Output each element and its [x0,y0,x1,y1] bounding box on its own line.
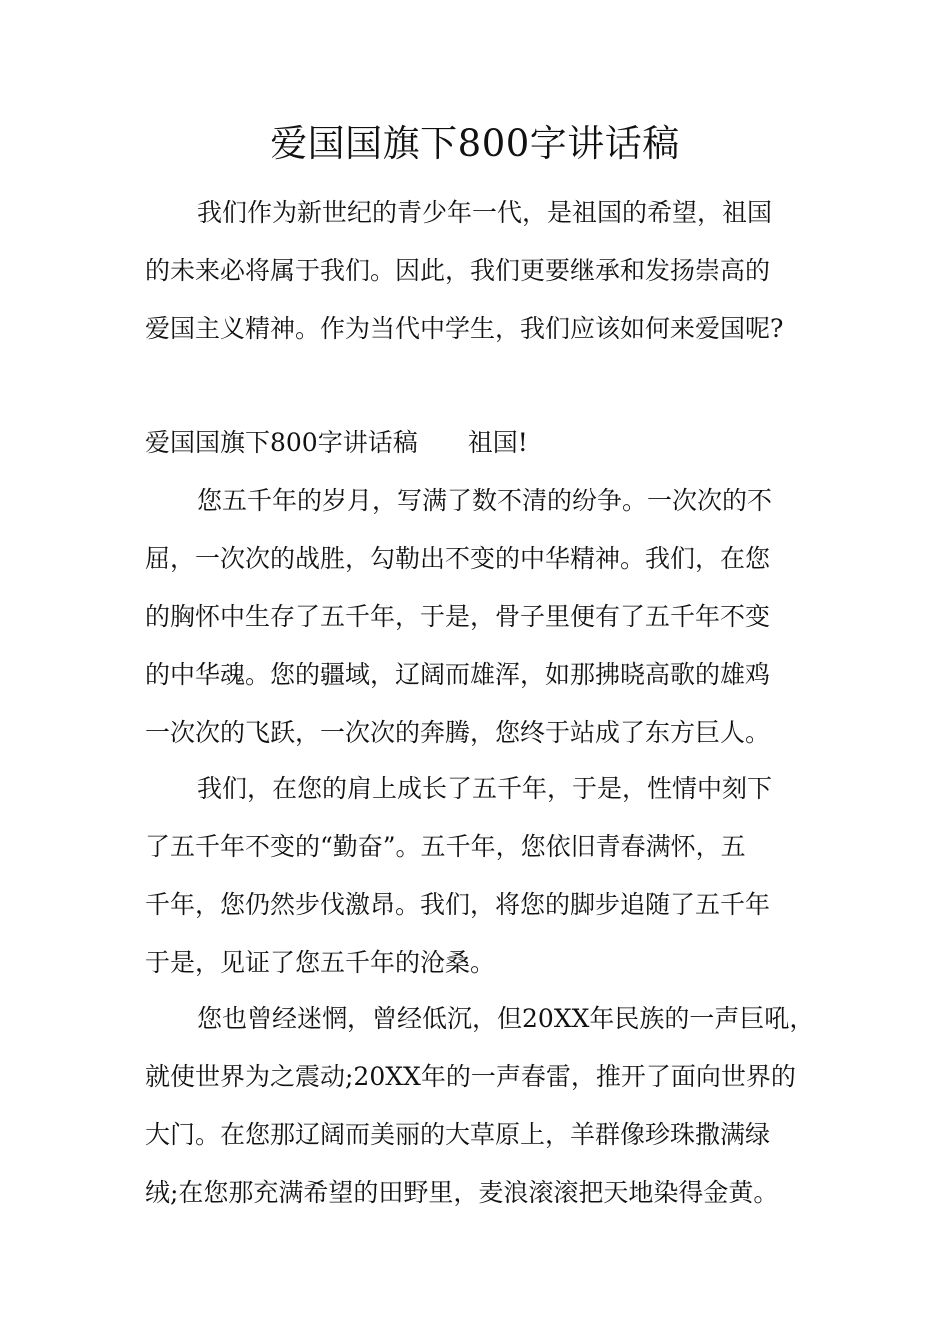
document-title: 爱国国旗下800字讲话稿 [270,122,680,165]
text-line: 千年，您仍然步伐激昂。我们，将您的脚步追随了五千年 [145,890,771,919]
subheading-line [145,414,810,472]
text-line: 的中华魂。您的疆域，辽阔而雄浑，如那拂晓高歌的雄鸡 [145,660,771,689]
text-line: 绒;在您那充满希望的田野里，麦浪滚滚把天地染得金黄。 [145,1178,779,1207]
paragraph-growth [145,760,810,992]
text-line: 就使世界为之震动;20XX年的一声春雷，推开了面向世界的 [145,1062,796,1091]
subheading-title: 爱国国旗下800字讲话稿 [145,428,418,457]
text-line: 您也曾经迷惘，曾经低沉，但20XX年民族的一声巨吼， [197,1004,815,1033]
paragraph-revival [145,990,815,1222]
text-line: 爱国主义精神。作为当代中学生，我们应该如何来爱国呢? [145,314,784,343]
paragraph-intro [145,184,810,358]
text-line: 了五千年不变的“勤奋”。五千年，您依旧青春满怀，五 [145,832,746,861]
text-line: 我们，在您的肩上成长了五千年，于是，性情中刻下 [197,774,773,803]
text-line: 您五千年的岁月，写满了数不清的纷争。一次次的不 [197,486,773,515]
address-salutation: 祖国! [467,428,528,457]
text-line: 屈，一次次的战胜，勾勒出不变的中华精神。我们，在您 [145,544,771,573]
paragraph-history [145,472,810,762]
text-line: 大门。在您那辽阔而美丽的大草原上，羊群像珍珠撒满绿 [145,1120,771,1149]
text-line: 于是，见证了您五千年的沧桑。 [145,948,496,977]
text-line: 我们作为新世纪的青少年一代，是祖国的希望，祖国 [197,198,773,227]
text-line: 的未来必将属于我们。因此，我们更要继承和发扬崇高的 [145,256,771,285]
text-line: 的胸怀中生存了五千年，于是，骨子里便有了五千年不变 [145,602,771,631]
text-line: 一次次的飞跃，一次次的奔腾，您终于站成了东方巨人。 [145,718,771,747]
